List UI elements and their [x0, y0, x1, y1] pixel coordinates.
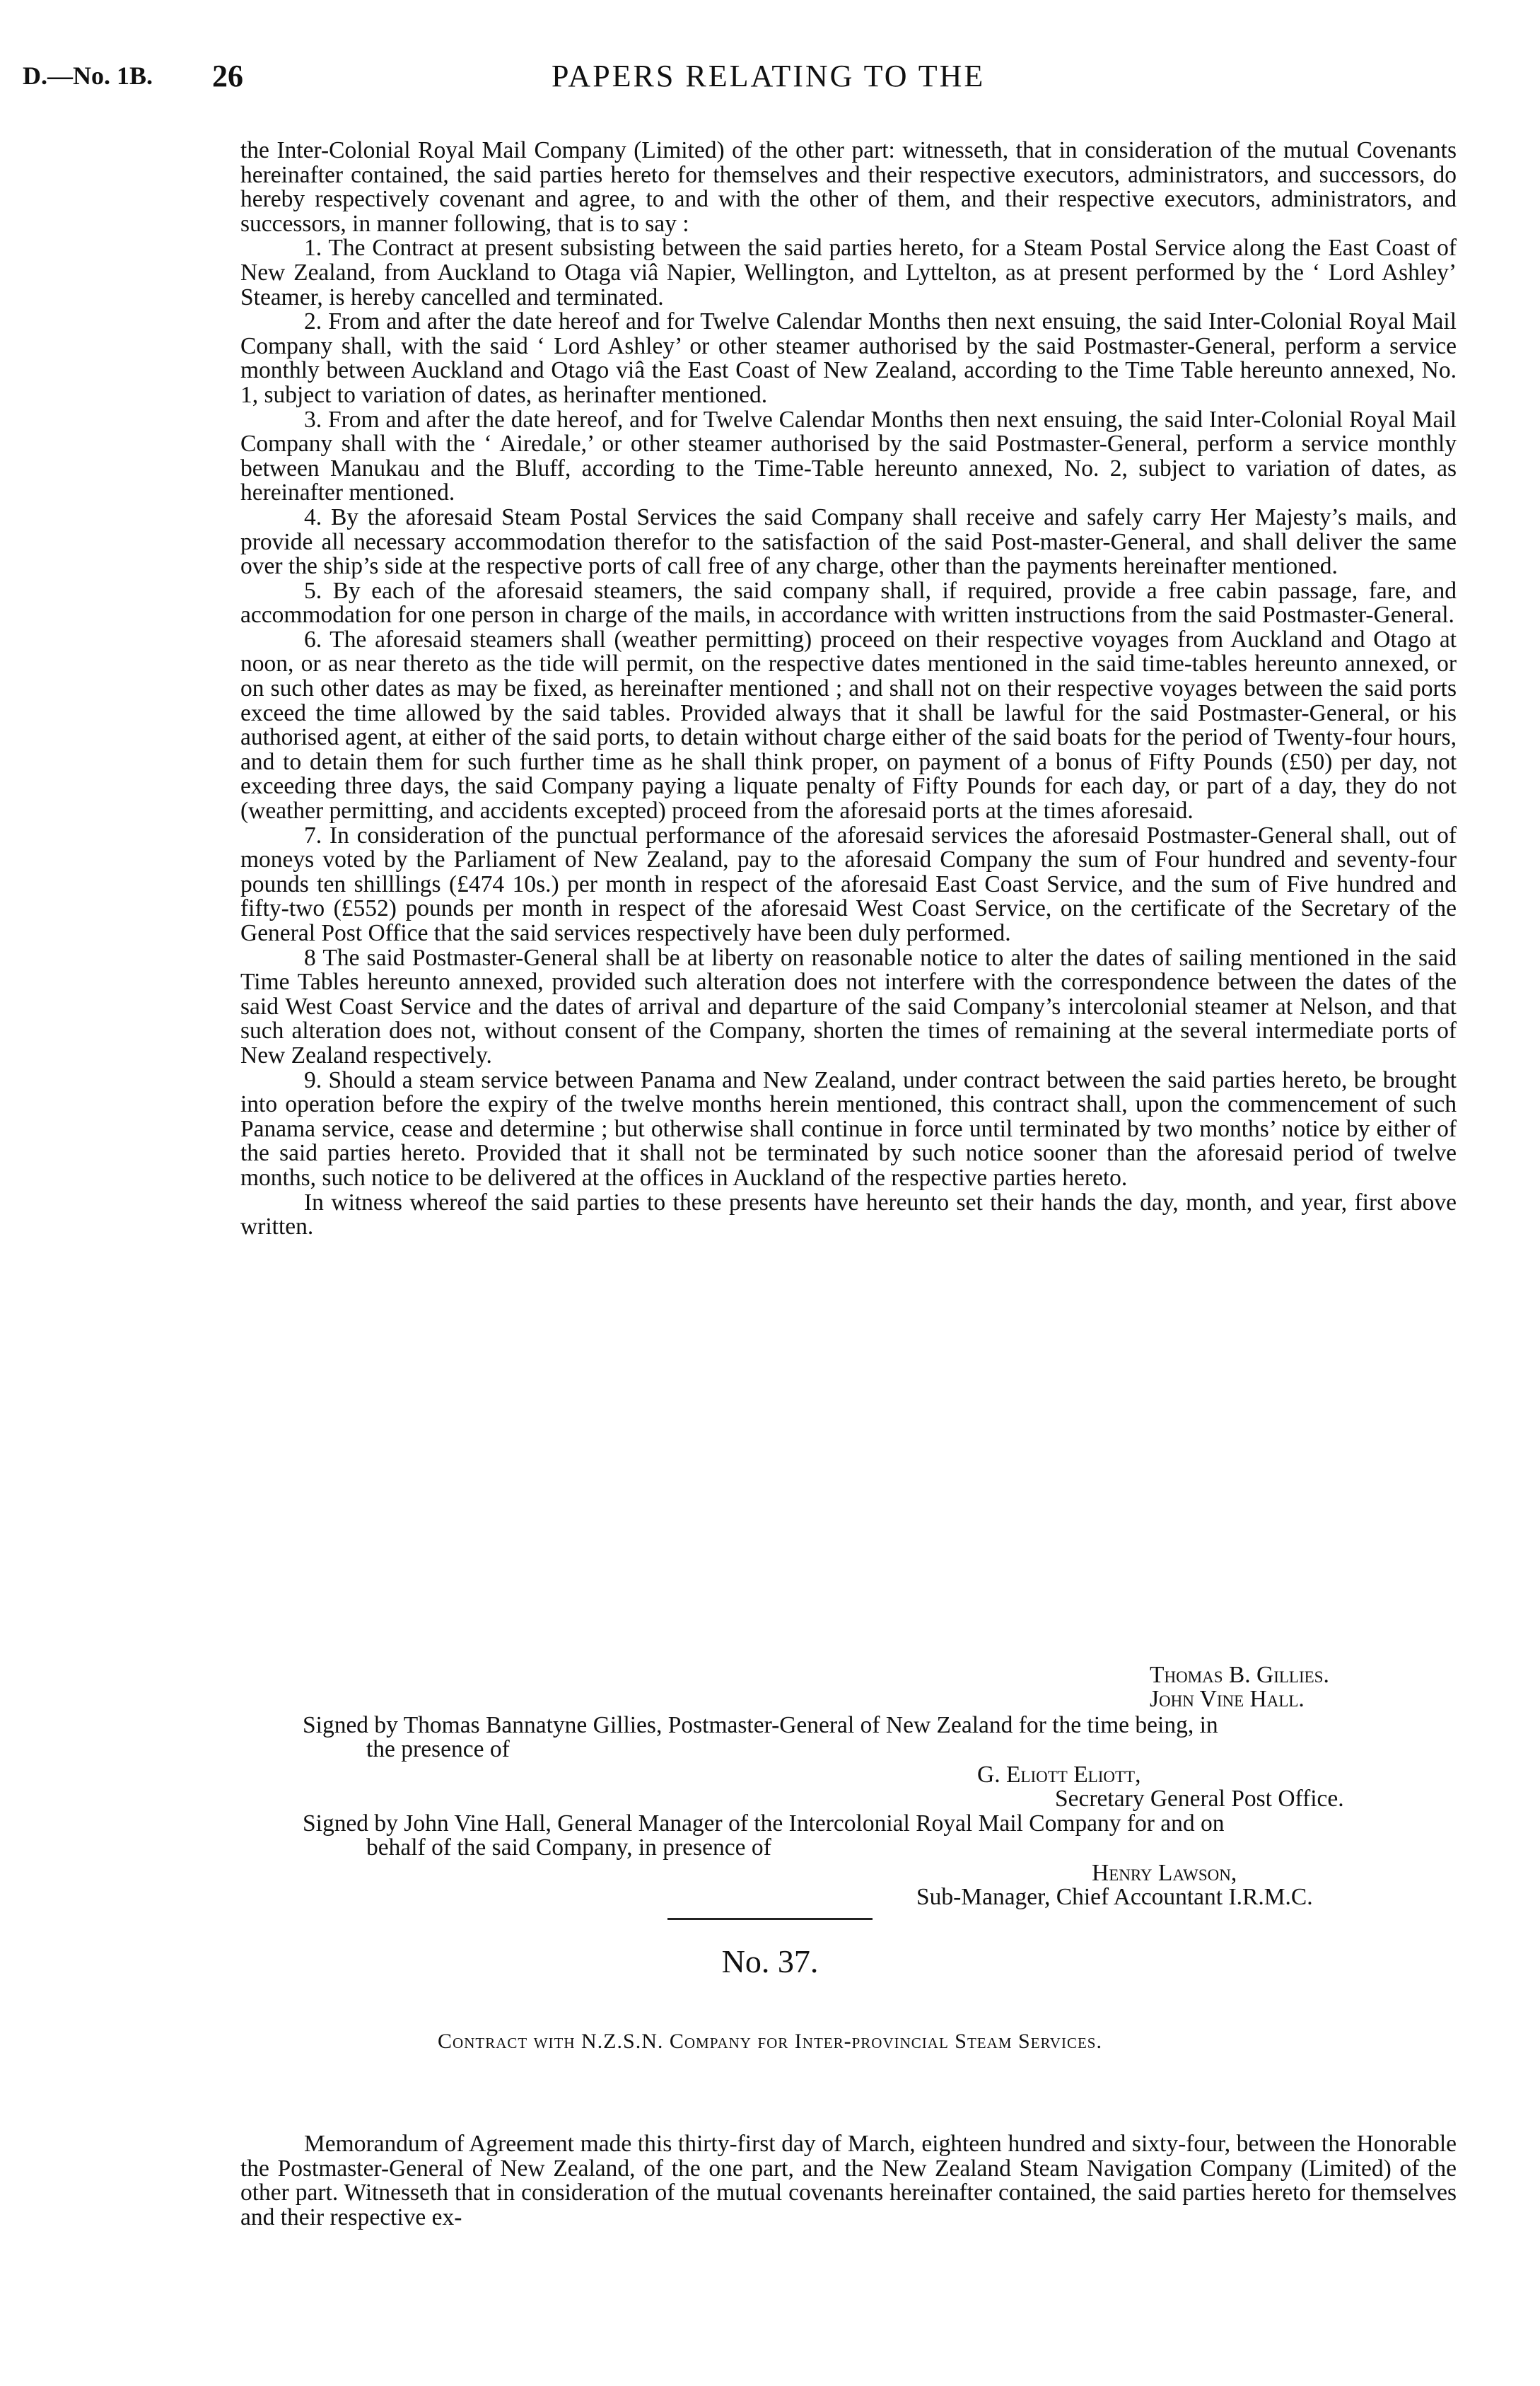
page-number: 26 — [212, 59, 243, 93]
witness-lawson-name: Henry Lawson, — [1092, 1860, 1237, 1886]
signed-by-gillies: Signed by Thomas Bannatyne Gillies, Postmaster-General of New Zealand for the time being, in — [303, 1712, 1218, 1738]
clause-3: 3. From and after the date hereof, and for Twelve Calendar Months then next ensuing, the said Inter-Colonial Royal Mail Company shall with the ‘ Airedale,’ or other steamer authorised by the said Postmaster-General, perform a service monthly between Manukau and the Bluff, according to the Time-Table hereunto annexed, No. 2, subject to variation of dates, as hereinafter mentioned. — [240, 406, 1457, 506]
clause-2: 2. From and after the date hereof and for Twelve Calendar Months then next ensuing, the said Inter-Colonial Royal Mail Company shall, with the said ‘ Lord Ashley’ or other steamer authorised by the said Postmaster-General, perform a service monthly between Auckland and Otago viâ the East Coast of New Zealand, according to the Time Table hereunto annexed, No. 1, subject to variation of dates, as herinafter mentioned. — [240, 308, 1457, 408]
memorandum-paragraph — [240, 2132, 1457, 2230]
witness-eliott-title: Secretary General Post Office. — [1055, 1786, 1344, 1812]
clause-5: 5. By each of the aforesaid steamers, the said company shall, if required, provide a free cabin passage, fare, and accommodation for one person in charge of the mails, in accordance with written instructions from the said Postmaster-General. — [240, 577, 1457, 629]
clause-8: 8 The said Postmaster-General shall be at liberty on reasonable notice to alter the dates of sailing mentioned in the said Time Tables hereunto annexed, provided such alteration does not interfere with the correspondence between the dates of the said West Coast Service and the dates of arrival and departure of the said Company’s intercolonial steamer at Nelson, and that such alteration does not, without consent of the Company, shorten the times of remaining at the several intermediate ports of New Zealand respectively. — [240, 944, 1457, 1069]
signed-by-gillies-cont: the presence of — [366, 1736, 510, 1762]
clause-7: 7. In consideration of the punctual performance of the aforesaid services the aforesaid Postmaster-General shall, out of moneys voted by the Parliament of New Zealand, pay to the aforesaid Company the sum of Four hundred and seventy-four pounds ten shilllings (£474 10s.) per month in respect of the aforesaid East Coast Service, and the sum of Five hundred and fifty-two (£552) pounds per month in respect of the aforesaid West Coast Service, on the certificate of the Secretary of the General Post Office that the said services respectively have been duly performed. — [240, 822, 1457, 946]
clause-6: 6. The aforesaid steamers shall (weather permitting) proceed on their respective voyages from Auckland and Otago at noon, or as near thereto as the tide will permit, on the respective dates mentioned in the said time-tables hereunto annexed, or on such other dates as may be fixed, as hereinafter mentioned ; and shall not on their respective voyages between the said ports exceed the time allowed by the said tables. Provided always that it shall be lawful for the said Postmaster-General, or his authorised agent, at either of the said ports, to detain without charge either of the said boats for the period of Twenty-four hours, and to detain them for such further time as he shall think proper, on payment of a bonus of Fifty Pounds (£50) per day, not exceeding three days, the said Company paying a liquate penalty of Fifty Pounds for each day, or part of a day, they do not (weather permitting, and accidents excepted) proceed from the aforesaid ports at the times aforesaid. — [240, 626, 1457, 825]
section-divider — [667, 1918, 873, 1920]
opening-paragraph: the Inter-Colonial Royal Mail Company (Limited) of the other part: witnesseth, that in consideration of the mutual Covenants hereinafter contained, the said parties hereto for themselves and their respective executors, administrators, and successors, do hereby respectively covenant and agree, to and with the other of them, and their respective executors, administrators, and successors, in manner following, that is to say : — [240, 137, 1457, 237]
clause-1: 1. The Contract at present subsisting between the said parties hereto, for a Steam Postal Service along the East Coast of New Zealand, from Auckland to Otaga viâ Napier, Wellington, and Lyttelton, as at present performed by the ‘ Lord Ashley’ Steamer, is hereby cancelled and terminated. — [240, 235, 1457, 310]
signer-hall: John Vine Hall. — [1150, 1686, 1305, 1712]
running-title: PAPERS RELATING TO THE — [552, 59, 986, 93]
clause-4: 4. By the aforesaid Steam Postal Services the said Company shall receive and safely carry Her Majesty’s mails, and provide all necessary accommodation therefor to the satisfaction of the said Post-master-General, and shall deliver the same over the ship’s side at the respective ports of call free of any charge, other than the payments hereinafter mentioned. — [240, 504, 1457, 580]
witness-lawson-title: Sub-Manager, Chief Accountant I.R.M.C. — [916, 1884, 1313, 1910]
memorandum-text: Memorandum of Agreement made this thirty-first day of March, eighteen hundred and sixty-four, between the Honorable the Postmaster-General of New Zealand, of the one part, and the New Zealand Steam Navigation Company (Limited) of the other part. Witnesseth that in consideration of the mutual covenants hereinafter contained, the said parties hereto for themselves and their respective ex- — [240, 2131, 1457, 2230]
clause-9: 9. Should a steam service between Panama and New Zealand, under contract between the said parties hereto, be brought into operation before the expiry of the twelve months herein mentioned, this contract shall, upon the commencement of such Panama service, cease and determine ; but otherwise shall continue in force until terminated by two months’ notice by either of the said parties hereto. Provided that it shall not be terminated by such notice sooner than the aforesaid period of twelve months, such notice to be delivered at the offices in Auckland of the respective parties hereto. — [240, 1066, 1457, 1191]
document-reference: D.—No. 1B. — [23, 62, 153, 90]
contract-body — [240, 139, 1457, 1240]
signed-by-hall-cont: behalf of the said Company, in presence of — [366, 1834, 771, 1861]
signed-by-hall: Signed by John Vine Hall, General Manager of the Intercolonial Royal Mail Company for and on — [303, 1810, 1225, 1837]
section-number: No. 37. — [721, 1943, 819, 1979]
section-title: Contract with N.Z.S.N. Company for Inter-provincial Steam Services. — [438, 2030, 1102, 2053]
witness-clause: In witness whereof the said parties to these presents have hereunto set their hands the day, month, and year, first above written. — [240, 1189, 1457, 1240]
witness-eliott-name: G. Eliott Eliott, — [977, 1762, 1141, 1788]
signer-gillies: Thomas B. Gillies. — [1150, 1662, 1329, 1688]
page-header — [0, 58, 1540, 100]
